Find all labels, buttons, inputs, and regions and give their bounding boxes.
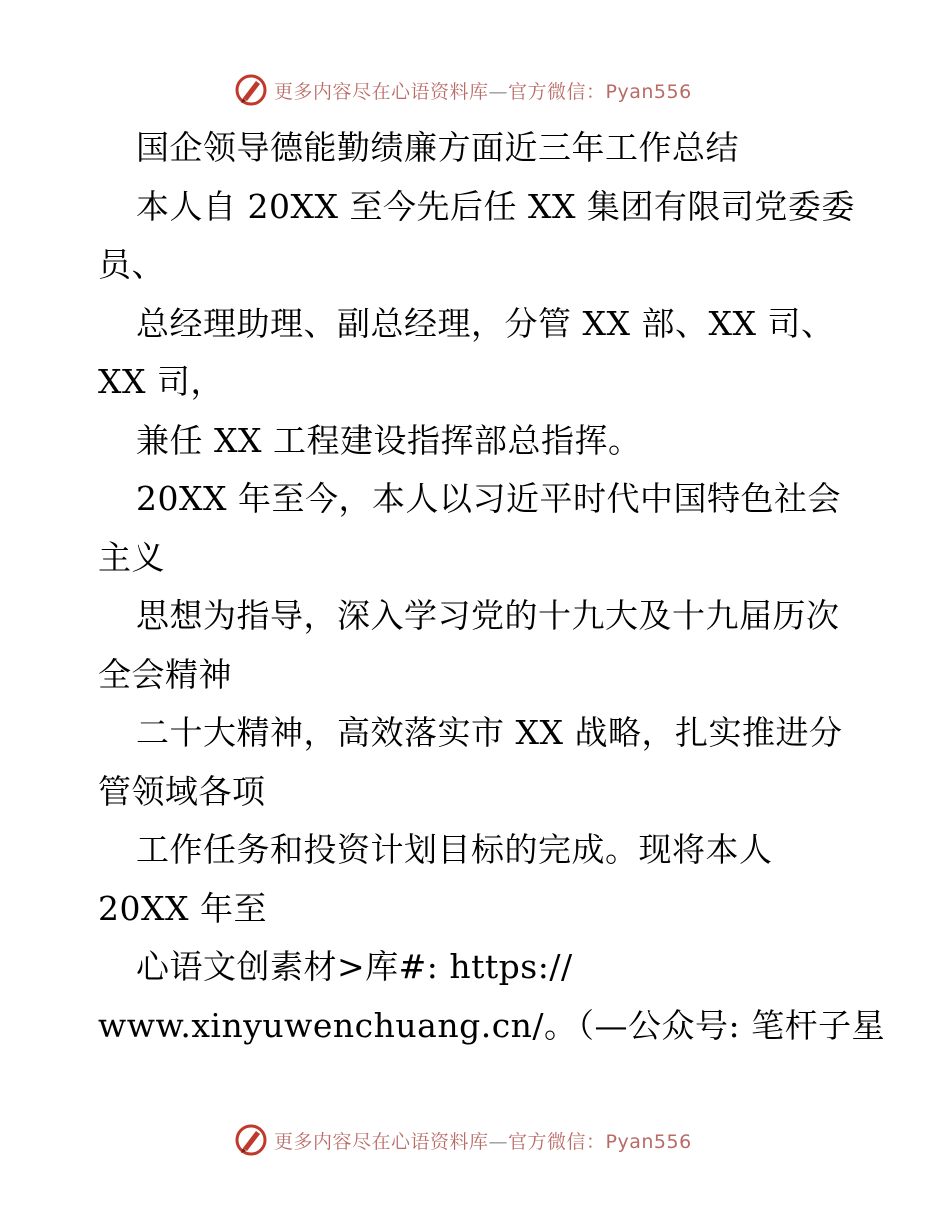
text-line: 全会精神 — [98, 655, 232, 694]
footer-banner — [234, 1122, 692, 1158]
text-line: 管领域各项 — [98, 772, 266, 811]
text-line: 员、 — [98, 245, 165, 284]
document-title: 国企领导德能勤绩廉方面近三年工作总结 — [136, 128, 739, 167]
text-line: 心语文创素材>库#: https:// — [136, 947, 573, 986]
banner-text: 更多内容尽在心语资料库—官方微信：Pyan556 — [274, 1130, 692, 1153]
text-line: 主义 — [98, 538, 165, 577]
text-line: www.xinyuwenchuang.cn/。（—公众号: 笔杆子星 — [98, 1006, 886, 1045]
text-line: 思想为指导，深入学习党的十九大及十九届历次 — [136, 596, 840, 635]
pen-logo-icon — [234, 73, 268, 107]
text-line: 20XX 年至今，本人以习近平时代中国特色社会 — [136, 479, 841, 518]
header-banner — [234, 72, 692, 108]
text-line: 工作任务和投资计划目标的完成。现将本人 — [136, 830, 773, 869]
text-line: 二十大精神，高效落实市 XX 战略，扎实推进分 — [136, 713, 843, 752]
pen-logo-icon — [234, 1123, 268, 1157]
text-line: 总经理助理、副总经理，分管 XX 部、XX 司、 — [136, 304, 835, 343]
banner-text: 更多内容尽在心语资料库—官方微信：Pyan556 — [274, 80, 692, 103]
text-line: 本人自 20XX 至今先后任 XX 集团有限司党委委 — [136, 187, 855, 226]
text-line: 20XX 年至 — [98, 889, 267, 928]
text-line: XX 司， — [98, 362, 224, 401]
text-line: 兼任 XX 工程建设指挥部总指挥。 — [136, 421, 642, 460]
